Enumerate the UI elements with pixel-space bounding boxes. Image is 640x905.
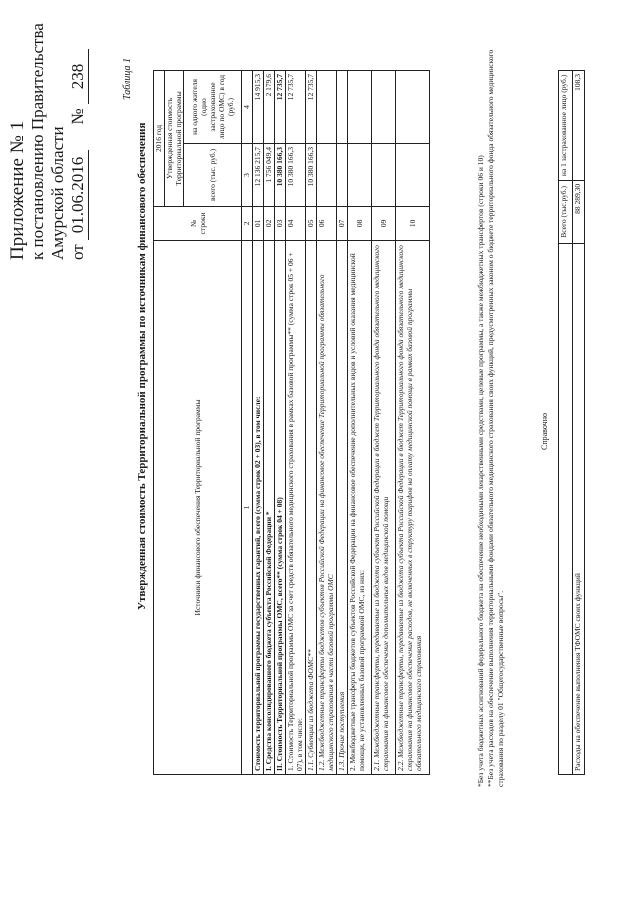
table-row bbox=[264, 71, 275, 775]
row-no: 01 bbox=[253, 206, 264, 240]
row-total: 1 756 049,4 bbox=[264, 143, 275, 206]
table-row bbox=[253, 71, 264, 775]
row-total: 10 380 166,3 bbox=[286, 143, 306, 206]
row-total: 10 380 166,3 bbox=[275, 143, 286, 206]
row-name: 2.1. Межбюджетные трансферты, передаваемые из бюджета субъекта Российской Федерации в бюджет Территориального фонда обязательного медицинского страхования на финансовое обеспечение дополнительных видов медицинской помощи bbox=[372, 240, 396, 774]
row-total bbox=[317, 143, 337, 206]
row-name: 2.2. Межбюджетные трансферты, передаваемые из бюджета субъекта Российской Федерации в бюджет Территориального фонда обязательного медицинского страхования на финансовое обеспечение расходов, не включенных в структуру тарифов на оплату медицинской помощи в рамках базовой программы обязательного медицинского страхования bbox=[396, 240, 430, 774]
table-row bbox=[286, 71, 306, 775]
row-total: 10 380 166,3 bbox=[306, 143, 317, 206]
row-per bbox=[372, 71, 396, 144]
col-num-1: 1 bbox=[242, 240, 253, 774]
reference-row-name: Расходы на обеспечение выполнения ТФОМС своих функций bbox=[573, 243, 585, 774]
reference-header-per: на 1 застрахованное лицо (руб.) bbox=[559, 71, 573, 181]
table-numbering-row bbox=[242, 71, 253, 775]
row-no: 05 bbox=[306, 206, 317, 240]
row-name: 2. Межбюджетные трансферты бюджетов субъектов Российской Федерации на финансовое обеспечение дополнительных видов и условий оказания медицинской помощи, не установленных базовой программой ОМС, из них: bbox=[348, 240, 372, 774]
row-no: 08 bbox=[348, 206, 372, 240]
row-name: 1.2. Межбюджетные трансферты бюджетов субъектов Российской Федерации на финансовое обеспечение Территориальной программы обязательного медицинского страхования в части базовой программы ОМС bbox=[317, 240, 337, 774]
col-num-2: 2 bbox=[242, 206, 253, 240]
number-prefix: № bbox=[68, 108, 87, 125]
row-no: 02 bbox=[264, 206, 275, 240]
reference-header-row bbox=[559, 71, 573, 775]
col-num-3: 3 bbox=[242, 143, 253, 206]
reference-table bbox=[558, 70, 585, 775]
table-header-row-1 bbox=[154, 71, 165, 775]
row-name: 1. Стоимость Территориальной программы ОМС за счет средств обязательного медицинского страхования в рамках базовой программы** (сумма строк 05 + 06 + 07), в том числе: bbox=[286, 240, 306, 774]
row-per bbox=[396, 71, 430, 144]
header-line-2: к постановлению Правительства bbox=[28, 23, 47, 260]
document-number: 238 bbox=[68, 49, 89, 104]
table-row bbox=[317, 71, 337, 775]
row-total bbox=[396, 143, 430, 206]
header-total: всего (тыс. руб.) bbox=[184, 143, 242, 206]
row-per: 12 735,7 bbox=[286, 71, 306, 144]
row-no: 10 bbox=[396, 206, 430, 240]
row-no: 03 bbox=[275, 206, 286, 240]
reference-row-total: 88 289,30 bbox=[573, 180, 585, 243]
row-total bbox=[337, 143, 348, 206]
footnote-2: **Без учета расходов на обеспечение выполнения территориальными фондами обязательного медицинского страхования своих функций, предусмотренных законом о бюджете территориального фонда обязательного медицинского страхования по разделу 01 "Общегосударственные вопросы". bbox=[486, 49, 505, 787]
date-prefix: от bbox=[68, 244, 87, 260]
row-no: 04 bbox=[286, 206, 306, 240]
row-no: 07 bbox=[337, 206, 348, 240]
row-no: 09 bbox=[372, 206, 396, 240]
table-row bbox=[337, 71, 348, 775]
appendix-title: Приложение № 1 bbox=[7, 120, 28, 260]
header-per-person: на одного жителя (одно застрахованное лицо по ОМС) в год (руб.) bbox=[184, 71, 242, 144]
footnotes bbox=[476, 17, 506, 787]
document-title: Утвержденная стоимость Территориальной программы по источникам финансового обеспечения bbox=[136, 122, 148, 610]
table-row bbox=[275, 71, 286, 775]
header-approved: Утвержденная стоимость Территориальной программы bbox=[165, 71, 184, 207]
table-row bbox=[306, 71, 317, 775]
reference-row-per: 108,3 bbox=[573, 71, 585, 181]
header-date-line bbox=[68, 10, 89, 260]
table-label: Таблица 1 bbox=[122, 58, 133, 100]
header-year: 2016 год bbox=[154, 71, 165, 207]
reference-header-empty bbox=[559, 243, 573, 774]
cost-table bbox=[153, 70, 430, 775]
table-row bbox=[348, 71, 372, 775]
col-num-4: 4 bbox=[242, 71, 253, 144]
row-total bbox=[348, 143, 372, 206]
row-total bbox=[372, 143, 396, 206]
header-row-no: № строки bbox=[154, 206, 242, 240]
header-source: Источники финансового обеспечения Территориальной программы bbox=[154, 240, 242, 774]
header-line-3: Амурской области bbox=[48, 126, 67, 260]
row-per: 12 735,7 bbox=[306, 71, 317, 144]
row-per bbox=[317, 71, 337, 144]
row-per bbox=[337, 71, 348, 144]
row-name: I. Средства консолидированного бюджета субъекта Российской Федерации * bbox=[264, 240, 275, 774]
row-per: 12 735,7 bbox=[275, 71, 286, 144]
footnote-1: *Без учета бюджетных ассигнований федерального бюджета на обеспечение необходимыми лекарственными средствами, целевые программы, а также межбюджетных трансфертов (строки 06 и 10) bbox=[476, 155, 485, 787]
reference-label: Справочно bbox=[540, 413, 549, 450]
row-per: 2 179,6 bbox=[264, 71, 275, 144]
row-per: 14 915,3 bbox=[253, 71, 264, 144]
row-no: 06 bbox=[317, 206, 337, 240]
row-name: Стоимость территориальной программы государственных гарантий, всего (сумма строк 02 + 03), в том числе: bbox=[253, 240, 264, 774]
reference-row bbox=[573, 71, 585, 775]
table-row bbox=[396, 71, 430, 775]
row-name: 1.3. Прочие поступления bbox=[337, 240, 348, 774]
document-date: 01.06.2016 bbox=[68, 150, 89, 240]
row-total: 12 136 215,7 bbox=[253, 143, 264, 206]
document-header bbox=[8, 10, 89, 260]
table-row bbox=[372, 71, 396, 775]
row-name: II. Стоимость Территориальной программы ОМС, всего** (сумма строк 04 + 08) bbox=[275, 240, 286, 774]
row-per bbox=[348, 71, 372, 144]
reference-header-total: Всего (тыс.руб.) bbox=[559, 180, 573, 243]
row-name: 1.1. Субвенции из бюджета ФОМС** bbox=[306, 240, 317, 774]
